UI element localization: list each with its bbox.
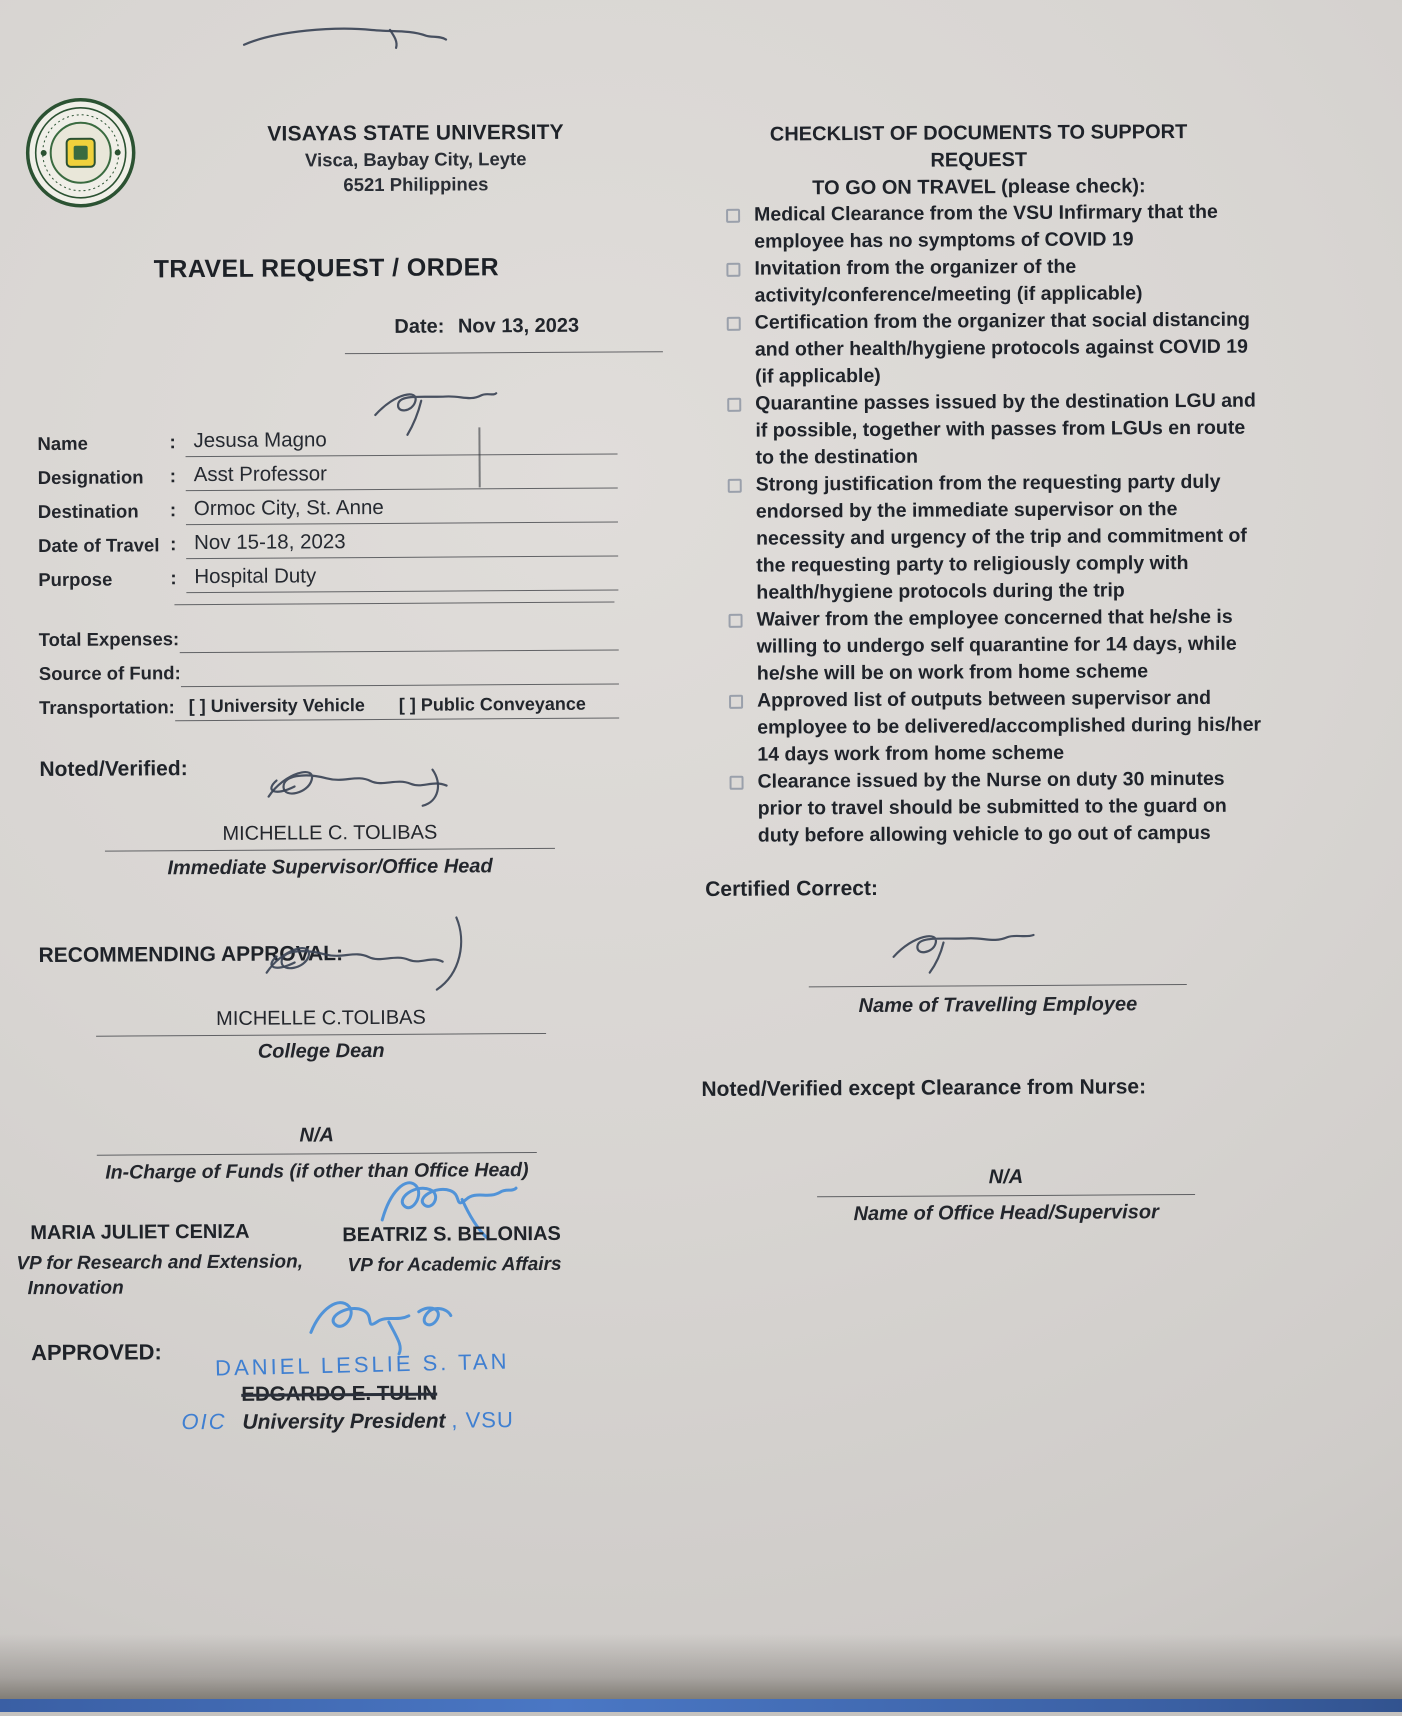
field-row-name (37, 423, 617, 459)
field-colon: : (169, 500, 177, 522)
approved-label: APPROVED: (30, 1339, 162, 1366)
approved-name-handwritten: DANIEL LESLIE S. TAN (214, 1348, 510, 1381)
checklist-item (725, 307, 1265, 391)
noted-verified-label: Noted/Verified: (39, 757, 188, 782)
employee-title: Name of Travelling Employee (858, 993, 1138, 1018)
transportation-row (39, 686, 619, 722)
checklist-item-text: Quarantine passes issued by the destination LGU and if possible, together with passes from LGUs en route to the destination (755, 389, 1256, 469)
checklist-title (724, 119, 1234, 203)
checkbox-icon (726, 209, 740, 223)
recommending-approval-label: RECOMMENDING APPROVAL: (38, 942, 344, 968)
recommending-title: College Dean (257, 1039, 385, 1063)
checkbox-icon (727, 317, 741, 331)
checklist-item-text: Clearance issued by the Nurse on duty 30 minutes prior to travel should be submitted to the guard on duty before allowing vehicle to go out of campus (757, 767, 1227, 847)
checklist-item (724, 253, 1264, 310)
source-of-fund-label: Source of Fund: (38, 662, 181, 685)
signature-recommending (250, 913, 476, 1000)
checklist-item-text: Strong justification from the requesting party duly endorsed by the immediate supervisor on the necessity and urgency of the trip and commitment of the requesting party to religiously comply with health/hygiene protocols during the trip (755, 470, 1247, 604)
funds-title: In-Charge of Funds (if other than Office Head) (105, 1159, 529, 1184)
checkbox-icon (727, 398, 741, 412)
field-colon: : (170, 568, 177, 590)
approved-name-struck: EDGARDO E. TULIN (241, 1381, 438, 1406)
source-of-fund-row (39, 652, 619, 688)
field-value-purpose: Hospital Duty (186, 563, 618, 594)
checklist-item (727, 766, 1267, 850)
checklist (724, 199, 1268, 850)
checklist-item (726, 469, 1267, 607)
employee-signature-line (809, 959, 1187, 987)
field-colon: : (170, 534, 177, 556)
transportation-line (175, 693, 619, 721)
vp1-name: MARIA JULIET CENIZA (30, 1220, 250, 1245)
date-label: Date: (394, 315, 445, 338)
recommending-name: MICHELLE C.TOLIBAS (96, 1006, 546, 1037)
field-label-destination: Destination (37, 500, 139, 523)
checklist-item (724, 199, 1264, 256)
pen-scribble-icon (240, 24, 452, 55)
transport-option-university-vehicle: [ ] University Vehicle (188, 695, 365, 717)
letterhead (196, 120, 636, 197)
field-row-destination (38, 491, 618, 527)
checkbox-icon (729, 695, 743, 709)
office-head-title: Name of Office Head/Supervisor (853, 1201, 1159, 1226)
certified-correct-label: Certified Correct: (705, 876, 878, 901)
office-head-na-value: N/A (817, 1165, 1195, 1197)
field-label-name: Name (37, 432, 88, 455)
field-row-date-of-travel (38, 525, 618, 561)
checklist-item (725, 388, 1265, 472)
noted-except-label: Noted/Verified except Clearance from Nurse: (701, 1075, 1147, 1102)
scan-bottom-blue-strip (0, 1699, 1402, 1712)
approved-title-suffix: , VSU (451, 1407, 514, 1433)
field-value-date-of-travel: Nov 15-18, 2023 (186, 529, 618, 560)
noted-title: Immediate Supervisor/Office Head (167, 855, 493, 880)
signature-president (301, 1283, 466, 1356)
checkbox-icon (729, 614, 743, 628)
field-row-designation (38, 457, 618, 493)
checkbox-icon (730, 776, 744, 790)
field-colon: : (169, 466, 177, 488)
checklist-item-text: Certification from the organizer that social distancing and other health/hygiene protocols against COVID 19 (if applicable) (754, 308, 1250, 388)
checkbox-icon (728, 479, 742, 493)
checklist-item (726, 604, 1266, 688)
noted-name: MICHELLE C. TOLIBAS (105, 821, 555, 852)
date-value: Nov 13, 2023 (457, 314, 580, 338)
field-value-designation: Asst Professor (186, 461, 618, 492)
total-expenses-label: Total Expenses: (38, 628, 180, 651)
table-border-artifact (478, 427, 480, 487)
checklist-item-text: Waiver from the employee concerned that he/she is willing to undergo self quarantine for 14 days, while he/she will be on work from home scheme (756, 605, 1237, 685)
checkbox-icon (726, 263, 740, 277)
vp1-title-line2: Innovation (27, 1277, 124, 1300)
date-underline (345, 326, 663, 354)
checklist-item-text: Invitation from the organizer of the activity/conference/meeting (if applicable) (754, 255, 1143, 307)
checklist-title-line2: TO GO ON TRAVEL (please check): (812, 175, 1146, 200)
signature-noted (254, 761, 469, 820)
approved-title-prefix: OIC (181, 1408, 227, 1435)
vp2-name: BEATRIZ S. BELONIAS (342, 1222, 561, 1247)
field-value-destination: Ormoc City, St. Anne (186, 495, 618, 526)
transport-option-public-conveyance: [ ] Public Conveyance (398, 693, 586, 715)
field-label-date-of-travel: Date of Travel (38, 534, 160, 557)
vp2-title: VP for Academic Affairs (347, 1253, 562, 1277)
approved-title-line (181, 1407, 514, 1435)
blank-line (174, 577, 614, 606)
university-seal-icon (23, 95, 138, 210)
vp1-title-line1: VP for Research and Extension, (16, 1251, 304, 1275)
field-value-name: Jesusa Magno (185, 427, 617, 458)
checklist-item-text: Approved list of outputs between supervisor and employee to be delivered/accomplished during his/her 14 days work from home scheme (756, 686, 1262, 766)
field-colon: : (169, 432, 176, 454)
total-expenses-row (39, 618, 619, 654)
funds-na-value: N/A (97, 1123, 537, 1156)
university-address-line1: Visca, Baybay City, Leyte (304, 148, 527, 171)
checklist-item (727, 685, 1267, 769)
university-name: VISAYAS STATE UNIVERSITY (267, 120, 564, 146)
field-label-purpose: Purpose (38, 568, 113, 591)
form-title: TRAVEL REQUEST / ORDER (153, 253, 500, 284)
field-label-designation: Designation (37, 466, 144, 489)
university-address-line2: 6521 Philippines (343, 173, 489, 196)
transportation-label: Transportation: (39, 696, 175, 719)
checklist-title-line1: CHECKLIST OF DOCUMENTS TO SUPPORT REQUEST (769, 121, 1188, 172)
checklist-item-text: Medical Clearance from the VSU Infirmary that the employee has no symptoms of COVID 19 (754, 200, 1218, 253)
approved-title: University President (242, 1409, 446, 1434)
